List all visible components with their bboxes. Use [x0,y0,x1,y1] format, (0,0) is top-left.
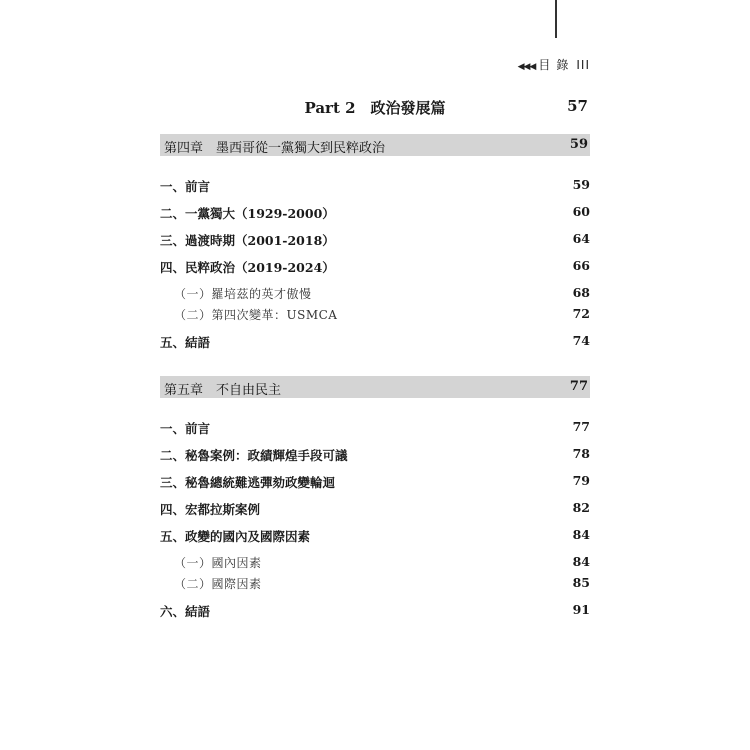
running-head [518,56,590,73]
toc-entry-page: 64 [572,231,590,246]
toc-entry-page: 74 [572,333,590,348]
toc-entry [160,473,590,491]
toc-subentry [160,554,590,572]
part-title: Part 2 政治發展篇 [304,99,446,117]
toc-subentry-page: 84 [572,554,590,569]
toc-entry [160,602,590,620]
toc-entry [160,204,590,222]
toc-entry-title: 五、結語 [160,335,211,350]
toc-subentry-title: （一）國內因素 [174,556,262,570]
toc-subentry [160,285,590,303]
toc-subentry-title: （二）國際因素 [174,577,262,591]
toc-entry-page: 78 [572,446,590,461]
toc-entry-page: 91 [572,602,590,617]
part-heading [160,97,590,119]
toc-entry-page: 77 [572,419,590,434]
toc-entry-title: 二、一黨獨大（1929-2000） [160,206,335,221]
toc-entry-title: 一、前言 [160,421,211,436]
toc-entry-page: 82 [572,500,590,515]
chapter-page-number: 77 [569,379,588,394]
toc-entry-title: 三、秘魯總統難逃彈劾政變輪迴 [160,475,336,490]
toc-entry [160,231,590,249]
toc-entry-title: 四、民粹政治（2019-2024） [160,260,335,275]
chapter-title: 第四章 墨西哥從一黨獨大到民粹政治 [164,141,386,156]
toc-entry [160,333,590,351]
toc-subentry-title: （一）羅培茲的英才傲慢 [174,287,312,301]
chapter-page-number: 59 [569,137,588,152]
toc-entry-page: 84 [572,527,590,542]
toc-entry-page: 59 [572,177,590,192]
toc-entry-title: 五、政變的國內及國際因素 [160,529,311,544]
toc-subentry-page: 72 [572,306,590,321]
running-head-page-number: III [576,58,590,72]
toc-entry-page: 60 [572,204,590,219]
toc-entry [160,419,590,437]
toc-entry [160,500,590,518]
toc-entry-page: 66 [572,258,590,273]
toc-subentry-page: 68 [572,285,590,300]
toc-entry-page: 79 [572,473,590,488]
toc-entry [160,446,590,464]
toc-subentry [160,306,590,324]
toc-entry-title: 一、前言 [160,179,211,194]
toc-entry-title: 二、秘魯案例：政績輝煌手段可議 [160,448,348,463]
toc-entry-title: 四、宏都拉斯案例 [160,502,261,517]
chapter-title: 第五章 不自由民主 [164,383,282,398]
toc-entry-title: 三、過渡時期（2001-2018） [160,233,335,248]
toc-entry-title: 六、結語 [160,604,211,619]
running-head-label: 目錄 [538,58,575,72]
chapter-heading [160,376,590,398]
toc-entry [160,177,590,195]
toc-entry [160,527,590,545]
toc-subentry-page: 85 [572,575,590,590]
toc-subentry-title: （二）第四次變革：USMCA [174,308,338,322]
part-page-number: 57 [567,97,588,115]
toc-subentry [160,575,590,593]
triple-left-arrow-icon: ◀◀◀ [517,62,536,72]
header-divider-line [555,0,557,38]
toc-entry [160,258,590,276]
chapter-heading [160,134,590,156]
